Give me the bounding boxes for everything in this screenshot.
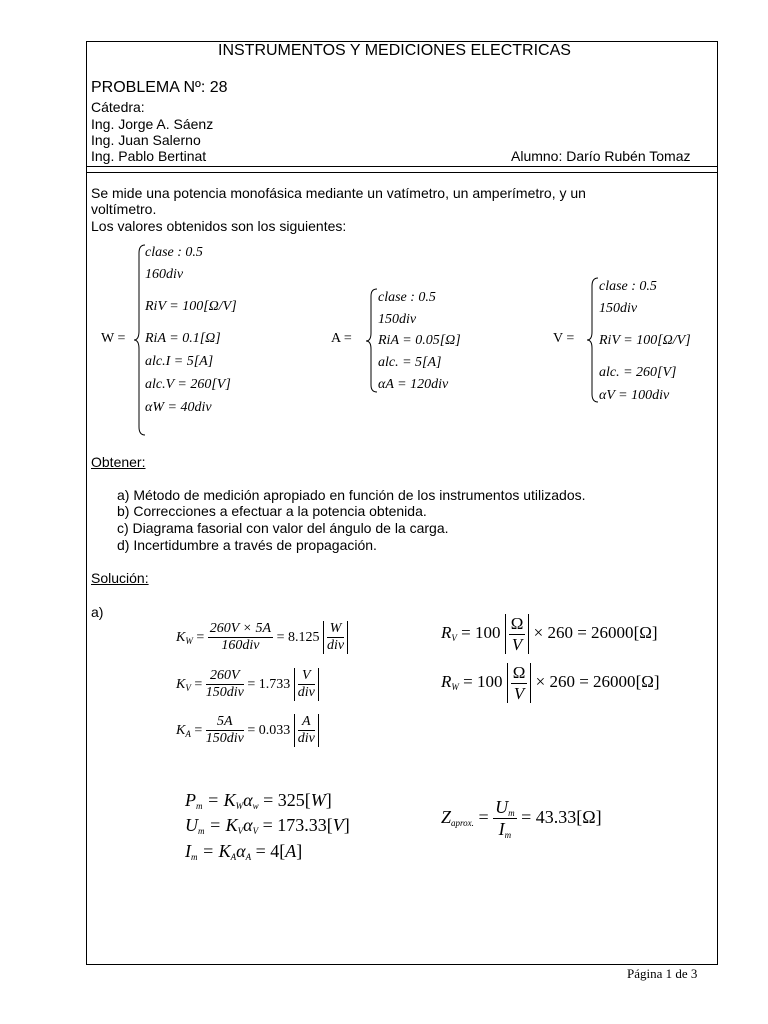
im-alpha-sub: A	[245, 852, 252, 862]
rv-symbol: R	[441, 622, 452, 642]
pm-alpha-sub: w	[252, 801, 259, 811]
rw-symbol: R	[441, 671, 452, 691]
equation-ka: $K_A$ = $\frac{5A}{\text{150div}}$ = 0.033 $\frac{A}{\text{div}}$	[176, 714, 319, 747]
w-alpha: αW = 40div	[145, 400, 212, 415]
rv-sub: V	[451, 632, 457, 643]
kv-unit-den: div	[297, 685, 315, 701]
kv-unit-num: V	[298, 668, 315, 685]
im-k-sub: A	[230, 852, 237, 862]
w-alc-v: alc.V = 260[V]	[145, 377, 231, 392]
w-ria: RiA = 0.1[Ω]	[145, 331, 221, 346]
w-scale: 160div	[145, 267, 184, 282]
v-alpha: αV = 100div	[599, 388, 670, 403]
pm-sub: m	[196, 801, 203, 811]
rv-prefix: = 100	[461, 622, 501, 642]
z-num-sub: m	[508, 808, 515, 818]
kw-symbol: K	[176, 629, 186, 645]
w-riv: RiV = 100[Ω/V]	[145, 299, 237, 314]
z-den: I	[498, 819, 505, 840]
ammeter-brace	[365, 287, 379, 395]
header-divider	[86, 166, 718, 167]
equation-pm: $P_m = K_W\alpha_w = 325[W]$	[185, 790, 332, 811]
um-alpha: α	[243, 815, 253, 835]
task-c: c) Diagrama fasorial con valor del ángulo de la carga.	[117, 520, 449, 536]
v-clase: clase : 0.5	[599, 279, 657, 294]
task-d: d) Incertidumbre a través de propagación.	[117, 537, 377, 553]
equation-um: $U_m = K_V\alpha_V = 173.33[V]$	[185, 815, 350, 836]
page-footer: Página 1 de 3	[627, 966, 698, 981]
kv-sub: V	[185, 682, 191, 693]
student-name: Alumno: Darío Rubén Tomaz	[511, 148, 691, 164]
equation-im: $I_m = K_A\alpha_A = 4[A]$	[185, 841, 303, 862]
rw-prefix: = 100	[463, 671, 503, 691]
um-symbol: U	[185, 815, 198, 835]
professor-2: Ing. Juan Salerno	[91, 132, 201, 148]
im-alpha: α	[236, 841, 246, 861]
statement-line-3: Los valores obtenidos son los siguientes:	[91, 218, 347, 234]
z-unit: Ω	[582, 806, 596, 827]
pm-k-sub: W	[235, 801, 244, 811]
z-den-sub: m	[504, 830, 512, 841]
kw-sub: W	[185, 635, 193, 646]
a-ria: RiA = 0.05[Ω]	[378, 333, 461, 348]
equation-kw: $K_W$ = $\frac{260V \times 5A}{\text{160div}}$ = 8.125 $\frac{W}{\text{div}}$	[176, 621, 348, 654]
im-value: = 4	[255, 841, 280, 861]
rw-unit-den: V	[513, 683, 525, 703]
z-num: U	[495, 797, 509, 817]
a-alc: alc. = 5[A]	[378, 355, 442, 370]
kv-value: = 1.733	[247, 676, 291, 692]
rw-unit-num: Ω	[512, 663, 526, 682]
z-sub: aprox.	[451, 817, 474, 828]
rw-sub: W	[451, 681, 459, 692]
im-unit: A	[285, 841, 297, 861]
wattmeter-label: W =	[101, 331, 126, 346]
um-unit: V	[332, 815, 344, 835]
equation-rv: $R_V = 100$ $\frac{\Omega}{V}$ × 260 = 26000[Ω]	[441, 614, 658, 654]
task-a: a) Método de medición apropiado en función de los instrumentos utilizados.	[117, 487, 586, 503]
ka-denominator: 150div	[205, 731, 244, 747]
document-title: INSTRUMENTOS Y MEDICIONES ELECTRICAS	[218, 42, 571, 59]
z-value: = 43.33	[521, 806, 577, 827]
um-k: = K	[209, 815, 238, 835]
pm-k: = K	[207, 790, 236, 810]
pm-symbol: P	[185, 790, 196, 810]
rv-unit-den: V	[511, 634, 523, 654]
voltmeter-label: V =	[553, 331, 575, 346]
equation-kv: $K_V$ = $\frac{260V}{\text{150div}}$ = 1.733 $\frac{V}{\text{div}}$	[176, 668, 319, 701]
voltmeter-brace	[586, 276, 600, 404]
im-symbol: I	[185, 841, 191, 861]
ka-unit-den: div	[297, 731, 315, 747]
kw-unit-den: div	[326, 638, 345, 654]
professor-3: Ing. Pablo Bertinat	[91, 148, 207, 164]
im-sub: m	[191, 852, 198, 862]
a-alpha: αA = 120div	[378, 377, 449, 392]
catedra-label: Cátedra:	[91, 99, 145, 115]
w-alc-i: alc.I = 5[A]	[145, 354, 214, 369]
kw-value: = 8.125	[276, 629, 320, 645]
ka-sub: A	[185, 728, 191, 739]
rv-unit: Ω	[639, 622, 652, 642]
task-b: b) Correcciones a efectuar a la potencia obtenida.	[117, 503, 427, 519]
pm-unit: W	[310, 790, 326, 810]
part-a-label: a)	[91, 604, 104, 620]
ka-value: = 0.033	[247, 722, 291, 738]
rv-result: × 260 = 26000	[533, 622, 634, 642]
um-value: = 173.33	[262, 815, 327, 835]
solucion-heading: Solución:	[91, 570, 149, 586]
equation-z: $Z_{aprox.}$ = $\frac{U_m}{I_m}$ = 43.33[Ω]	[441, 797, 602, 841]
header-divider-2	[86, 172, 718, 173]
kv-denominator: 150div	[205, 685, 244, 701]
ka-unit-num: A	[298, 714, 315, 731]
rv-unit-num: Ω	[510, 614, 524, 633]
v-alc: alc. = 260[V]	[599, 365, 677, 380]
um-alpha-sub: V	[252, 826, 259, 836]
ka-symbol: K	[176, 722, 186, 738]
um-sub: m	[198, 826, 205, 836]
im-k: = K	[202, 841, 231, 861]
statement-line-1: Se mide una potencia monofásica mediante un vatímetro, un amperímetro, y un	[91, 185, 586, 201]
z-symbol: Z	[441, 806, 452, 827]
equation-rw: $R_W = 100$ $\frac{\Omega}{V}$ × 260 = 26000[Ω]	[441, 663, 660, 703]
kv-numerator: 260V	[206, 668, 244, 685]
professor-1: Ing. Jorge A. Sáenz	[91, 116, 214, 132]
kv-symbol: K	[176, 676, 186, 692]
um-k-sub: V	[237, 826, 244, 836]
v-scale: 150div	[599, 301, 638, 316]
a-scale: 150div	[378, 312, 417, 327]
a-clase: clase : 0.5	[378, 290, 436, 305]
rw-unit: Ω	[641, 671, 654, 691]
statement-line-2: voltímetro.	[91, 201, 157, 217]
pm-value: = 325	[263, 790, 305, 810]
kw-numerator: 260V × 5A	[208, 621, 273, 638]
pm-alpha: α	[243, 790, 253, 810]
problem-number: PROBLEMA Nº: 28	[91, 79, 228, 96]
kw-unit-num: W	[327, 621, 344, 638]
kw-denominator: 160div	[221, 638, 260, 654]
v-riv: RiV = 100[Ω/V]	[599, 333, 691, 348]
ammeter-label: A =	[331, 331, 352, 346]
obtener-heading: Obtener:	[91, 454, 146, 470]
rw-result: × 260 = 26000	[535, 671, 636, 691]
w-clase: clase : 0.5	[145, 245, 203, 260]
ka-numerator: 5A	[206, 714, 244, 731]
